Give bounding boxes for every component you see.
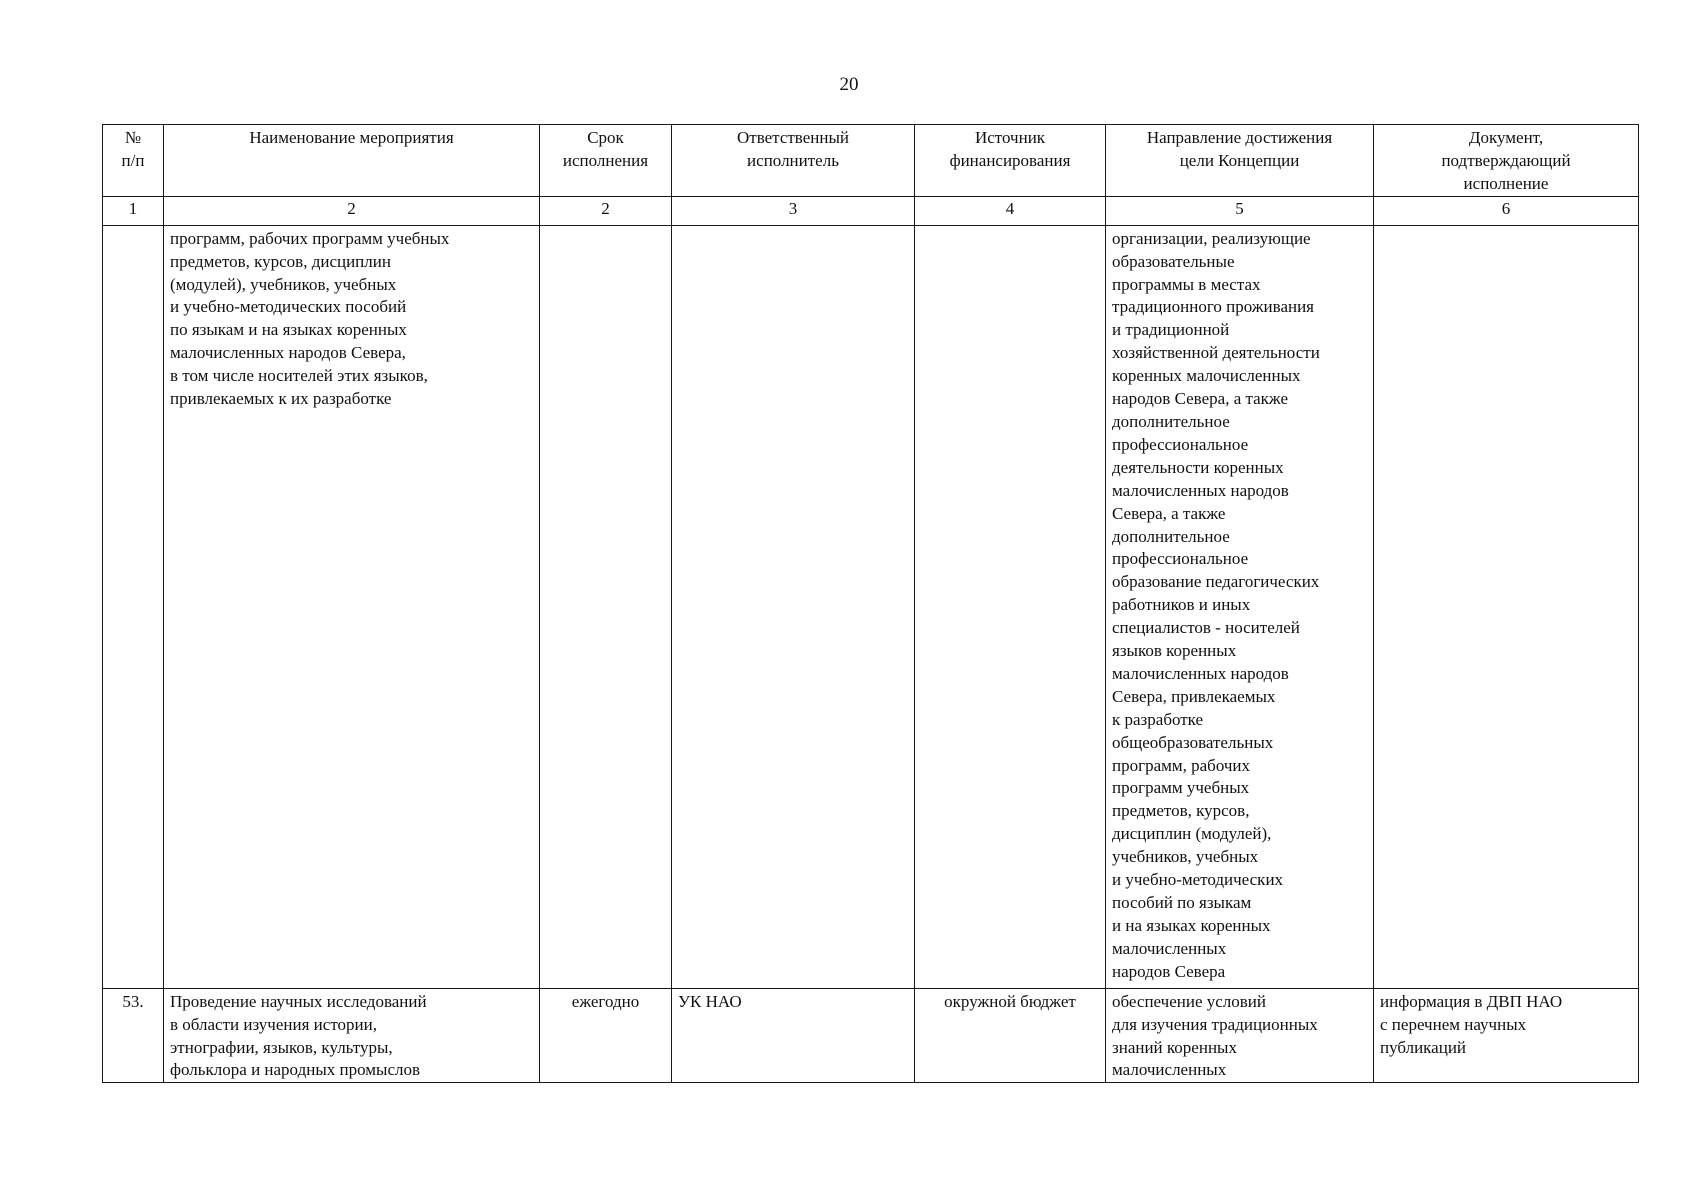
header-direction: Направление достижения цели Концепции	[1106, 125, 1374, 197]
column-number: 3	[672, 196, 915, 225]
column-number-row	[103, 196, 1639, 225]
column-number: 2	[164, 196, 540, 225]
activity-name-cell: программ, рабочих программ учебных предметов, курсов, дисциплин (модулей), учебников, учебных и учебно-методических пособий по языкам и на языках коренных малочисленных народов Севера, в том числе носителей этих языков, привлекаемых к их разработке	[164, 225, 540, 988]
document-cell	[1374, 225, 1639, 988]
direction-cell: обеспечение условий для изучения традиционных знаний коренных малочисленных	[1106, 988, 1374, 1083]
activity-name-cell: Проведение научных исследований в области изучения истории, этнографии, языков, культуры, фольклора и народных промыслов	[164, 988, 540, 1083]
document-cell: информация в ДВП НАО с перечнем научных публикаций	[1374, 988, 1639, 1083]
header-term: Срок исполнения	[540, 125, 672, 197]
page-number: 20	[839, 74, 859, 95]
header-executor: Ответственный исполнитель	[672, 125, 915, 197]
activities-table	[102, 124, 1639, 1083]
column-number: 4	[915, 196, 1106, 225]
term-cell	[540, 225, 672, 988]
column-number: 5	[1106, 196, 1374, 225]
header-number: № п/п	[103, 125, 164, 197]
direction-cell: организации, реализующие образовательные программы в местах традиционного проживания и традиционной хозяйственной деятельности коренных малочисленных народов Севера, а также дополнительное профессиональное деятельности коренных малочисленных народов Севера, а также дополнительное профессиональное образование педагогических работников и иных специалистов - носителей языков коренных малочисленных народов Севера, привлекаемых к разработке общеобразовательных программ, рабочих программ учебных предметов, курсов, дисциплин (модулей), учебников, учебных и учебно-методических пособий по языкам и на языках коренных малочисленных народов Севера	[1106, 225, 1374, 988]
table-header-row	[103, 125, 1639, 197]
funding-cell: окружной бюджет	[915, 988, 1106, 1083]
table-row	[103, 988, 1639, 1083]
executor-cell: УК НАО	[672, 988, 915, 1083]
executor-cell	[672, 225, 915, 988]
term-cell: ежегодно	[540, 988, 672, 1083]
row-number	[103, 225, 164, 988]
header-activity-name: Наименование мероприятия	[164, 125, 540, 197]
row-number: 53.	[103, 988, 164, 1083]
column-number: 1	[103, 196, 164, 225]
header-funding: Источник финансирования	[915, 125, 1106, 197]
funding-cell	[915, 225, 1106, 988]
column-number: 2	[540, 196, 672, 225]
header-document: Документ, подтверждающий исполнение	[1374, 125, 1639, 197]
table-row	[103, 225, 1639, 988]
column-number: 6	[1374, 196, 1639, 225]
